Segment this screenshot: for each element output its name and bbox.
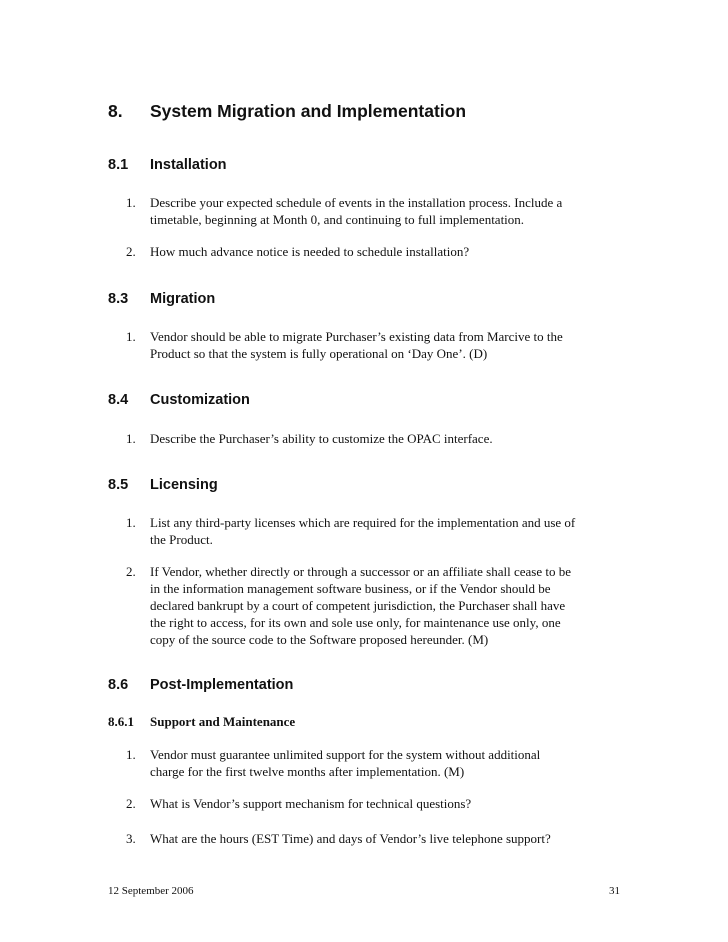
section-title: Customization — [150, 392, 250, 408]
item-text-line: Describe the Purchaser’s ability to customize the OPAC interface. — [150, 431, 493, 446]
item-text-line: Vendor must guarantee unlimited support for the system without additional — [150, 747, 541, 762]
section-title: Support and Maintenance — [150, 714, 296, 729]
item-text-line: How much advance notice is needed to schedule installation? — [150, 244, 470, 259]
section-8-4-heading — [108, 390, 668, 410]
item-text-line: timetable, beginning at Month 0, and continuing to full implementation. — [150, 212, 525, 227]
item-number: 3. — [126, 831, 136, 846]
item-number: 1. — [126, 195, 136, 210]
section-title: System Migration and Implementation — [150, 101, 467, 121]
item-text-line: charge for the first twelve months after implementation. (M) — [150, 764, 465, 779]
item-number: 1. — [126, 515, 136, 530]
section-number: 8.6 — [108, 677, 129, 693]
section-title: Migration — [150, 291, 216, 307]
section-8-1-heading — [108, 155, 668, 175]
item-text-line: copy of the source code to the Software proposed hereunder. (M) — [150, 632, 489, 647]
section-number: 8.6.1 — [108, 714, 134, 729]
item-number: 1. — [126, 329, 136, 344]
footer-date: 12 September 2006 — [108, 885, 194, 897]
section-8-3-heading — [108, 289, 668, 309]
item-text-line: What are the hours (EST Time) and days of Vendor’s live telephone support? — [150, 831, 551, 846]
section-number: 8.4 — [108, 392, 129, 408]
item-text-line: Vendor should be able to migrate Purchaser’s existing data from Marcive to the — [150, 329, 563, 344]
section-title: Licensing — [150, 477, 218, 493]
section-title: Post-Implementation — [150, 677, 294, 693]
item-text-line: List any third-party licenses which are required for the implementation and use of — [150, 515, 576, 530]
item-text-line: If Vendor, whether directly or through a successor or an affiliate shall cease to be — [150, 564, 571, 579]
section-number: 8. — [108, 101, 123, 121]
item-text-line: declared bankrupt by a court of competent jurisdiction, the Purchaser shall have — [150, 598, 566, 613]
item-number: 1. — [126, 431, 136, 446]
section-8-5-heading — [108, 475, 668, 495]
footer-page-number: 31 — [609, 885, 620, 897]
item-text-line: Product so that the system is fully operational on ‘Day One’. (D) — [150, 346, 488, 361]
item-number: 2. — [126, 564, 136, 579]
item-text-line: Describe your expected schedule of events in the installation process. Include a — [150, 195, 563, 210]
section-8-6-heading — [108, 675, 668, 695]
section-number: 8.5 — [108, 477, 129, 493]
section-title: Installation — [150, 157, 227, 173]
item-text-line: the Product. — [150, 532, 213, 547]
item-text-line: What is Vendor’s support mechanism for technical questions? — [150, 796, 472, 811]
section-number: 8.1 — [108, 157, 129, 173]
section-number: 8.3 — [108, 291, 129, 307]
item-text-line: the right to access, for its own and sole use only, for maintenance use only, one — [150, 615, 561, 630]
item-number: 1. — [126, 747, 136, 762]
item-number: 2. — [126, 244, 136, 259]
item-number: 2. — [126, 796, 136, 811]
item-text-line: in the information management software business, or if the Vendor should be — [150, 581, 551, 596]
section-8-6-1-heading — [108, 713, 668, 731]
